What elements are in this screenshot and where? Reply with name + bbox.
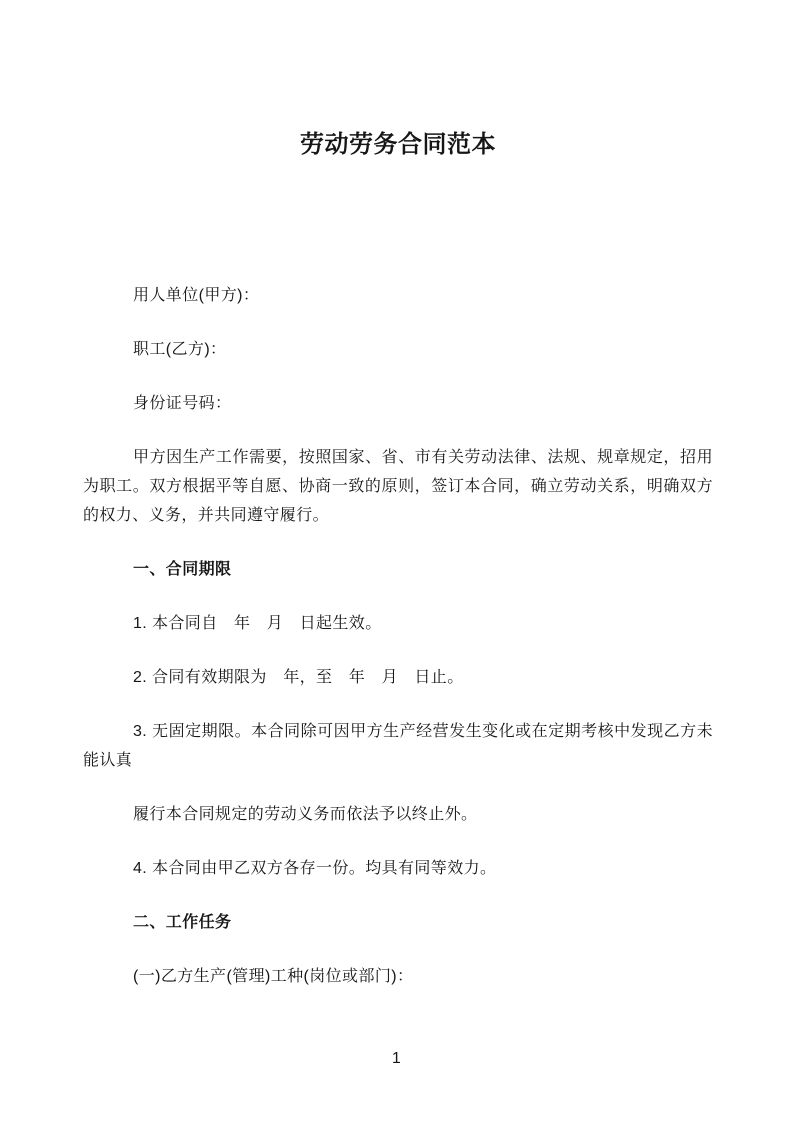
para-effective-date: 1. 本合同自 年 月 日起生效。	[133, 615, 382, 632]
para-id-number-label: 身份证号码：	[133, 395, 232, 412]
para-intro: 甲方因生产工作需要，按照国家、省、市有关劳动法律、法规、规章规定，招用为职工。双方根据平等自愿、协商一致的原则，签订本合同，确立劳动关系，明确双方的权力、义务，并共同遵守履行。	[83, 449, 713, 524]
para-employer-label: 用人单位(甲方)：	[133, 287, 260, 304]
document-title: 劳动劳务合同范本	[300, 131, 496, 158]
para-valid-period: 2. 合同有效期限为 年，至 年 月 日止。	[133, 669, 464, 686]
heading-contract-term: 一、合同期限	[133, 561, 232, 578]
para-employee-label: 职工(乙方)：	[133, 341, 227, 358]
para-contract-copies: 4. 本合同由甲乙双方各存一份。均具有同等效力。	[133, 860, 497, 877]
page-number: 1	[391, 1050, 402, 1067]
para-work-type: (一)乙方生产(管理)工种(岗位或部门)：	[133, 968, 414, 985]
heading-work-tasks: 二、工作任务	[133, 914, 232, 931]
para-open-ended-term: 3. 无固定期限。本合同除可因甲方生产经营发生变化或在定期考核中发现乙方未能认真	[83, 723, 713, 769]
para-term-continuation: 履行本合同规定的劳动义务而依法予以终止外。	[133, 806, 478, 823]
